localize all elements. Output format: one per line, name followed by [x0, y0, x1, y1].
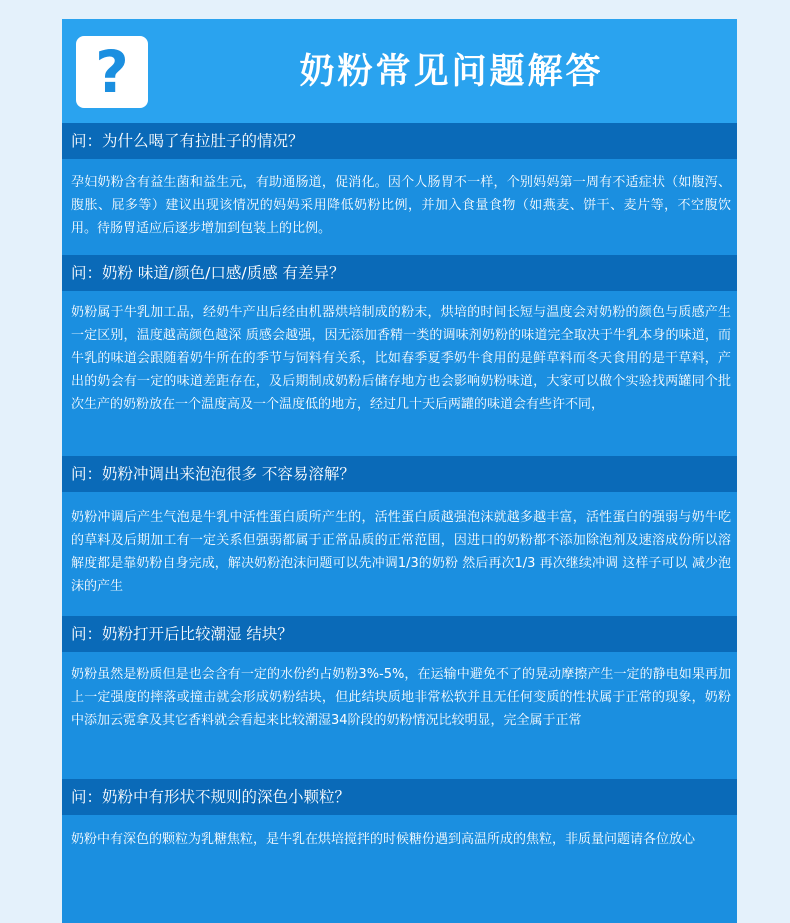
faq-question-5: 问：奶粉中有形状不规则的深色小颗粒？	[62, 779, 737, 815]
question-mark-icon: ?	[76, 36, 148, 108]
faq-answer-2: 奶粉属于牛乳加工品，经奶牛产出后经由机器烘培制成的粉末，烘培的时间长短与温度会对奶粉的颜色与质感产生一定区别，温度越高颜色越深 质感会越强，因无添加香精一类的调味剂奶粉的味道完全取决于牛乳本身的味道，而牛乳的味道会跟随着奶牛所在的季节与饲料有关系，比如春季夏季奶牛食用的是鲜草料而冬天食用的是干草料，产出的奶会有一定的味道差距存在，及后期制成奶粉后储存地方也会影响奶粉味道，大家可以做个实验找两罐同个批次生产的奶粉放在一个温度高及一个温度低的地方，经过几十天后两罐的味道会有些许不同，	[71, 305, 731, 412]
faq-question-2: 问：奶粉 味道/颜色/口感/质感 有差异？	[62, 255, 737, 291]
faq-question-3: 问：奶粉冲调出来泡泡很多 不容易溶解？	[62, 456, 737, 492]
faq-question-1: 问：为什么喝了有拉肚子的情况？	[62, 123, 737, 159]
page-title: 奶粉常见问题解答	[299, 52, 604, 92]
faq-panel	[62, 19, 737, 923]
faq-answer-3: 奶粉冲调后产生气泡是牛乳中活性蛋白质所产生的，活性蛋白质越强泡沫就越多越丰富，活性蛋白的强弱与奶牛吃的草料及后期加工有一定关系但强弱都属于正常品质的正常范围，因进口的奶粉都不添加除泡剂及速溶成份所以溶解度都是靠奶粉自身完成，解决奶粉泡沫问题可以先冲调1/3的奶粉 然后再次1/3 再次继续冲调 这样子可以 减少泡沫的产生	[71, 510, 731, 594]
faq-answer-1: 孕妇奶粉含有益生菌和益生元，有助通肠道，促消化。因个人肠胃不一样，个别妈妈第一周有不适症状（如腹泻、腹胀、屁多等）建议出现该情况的妈妈采用降低奶粉比例，并加入食量食物（如燕麦、饼干、麦片等，不空腹饮用。待肠胃适应后逐步增加到包装上的比例。	[71, 175, 731, 236]
header-banner	[62, 19, 737, 123]
faq-answer-5: 奶粉中有深色的颗粒为乳糖焦粒，是牛乳在烘培搅拌的时候糖份遇到高温所成的焦粒，非质量问题请各位放心	[71, 832, 696, 847]
faq-question-4: 问：奶粉打开后比较潮湿 结块？	[62, 616, 737, 652]
faq-answer-4: 奶粉虽然是粉质但是也会含有一定的水份约占奶粉3%-5%，在运输中避免不了的晃动摩擦产生一定的静电如果再加上一定强度的摔落或撞击就会形成奶粉结块，但此结块质地非常松软并且无任何变质的性状属于正常的现象，奶粉中添加云霓拿及其它香料就会看起来比较潮湿34阶段的奶粉情况比较明显，完全属于正常	[71, 667, 731, 728]
